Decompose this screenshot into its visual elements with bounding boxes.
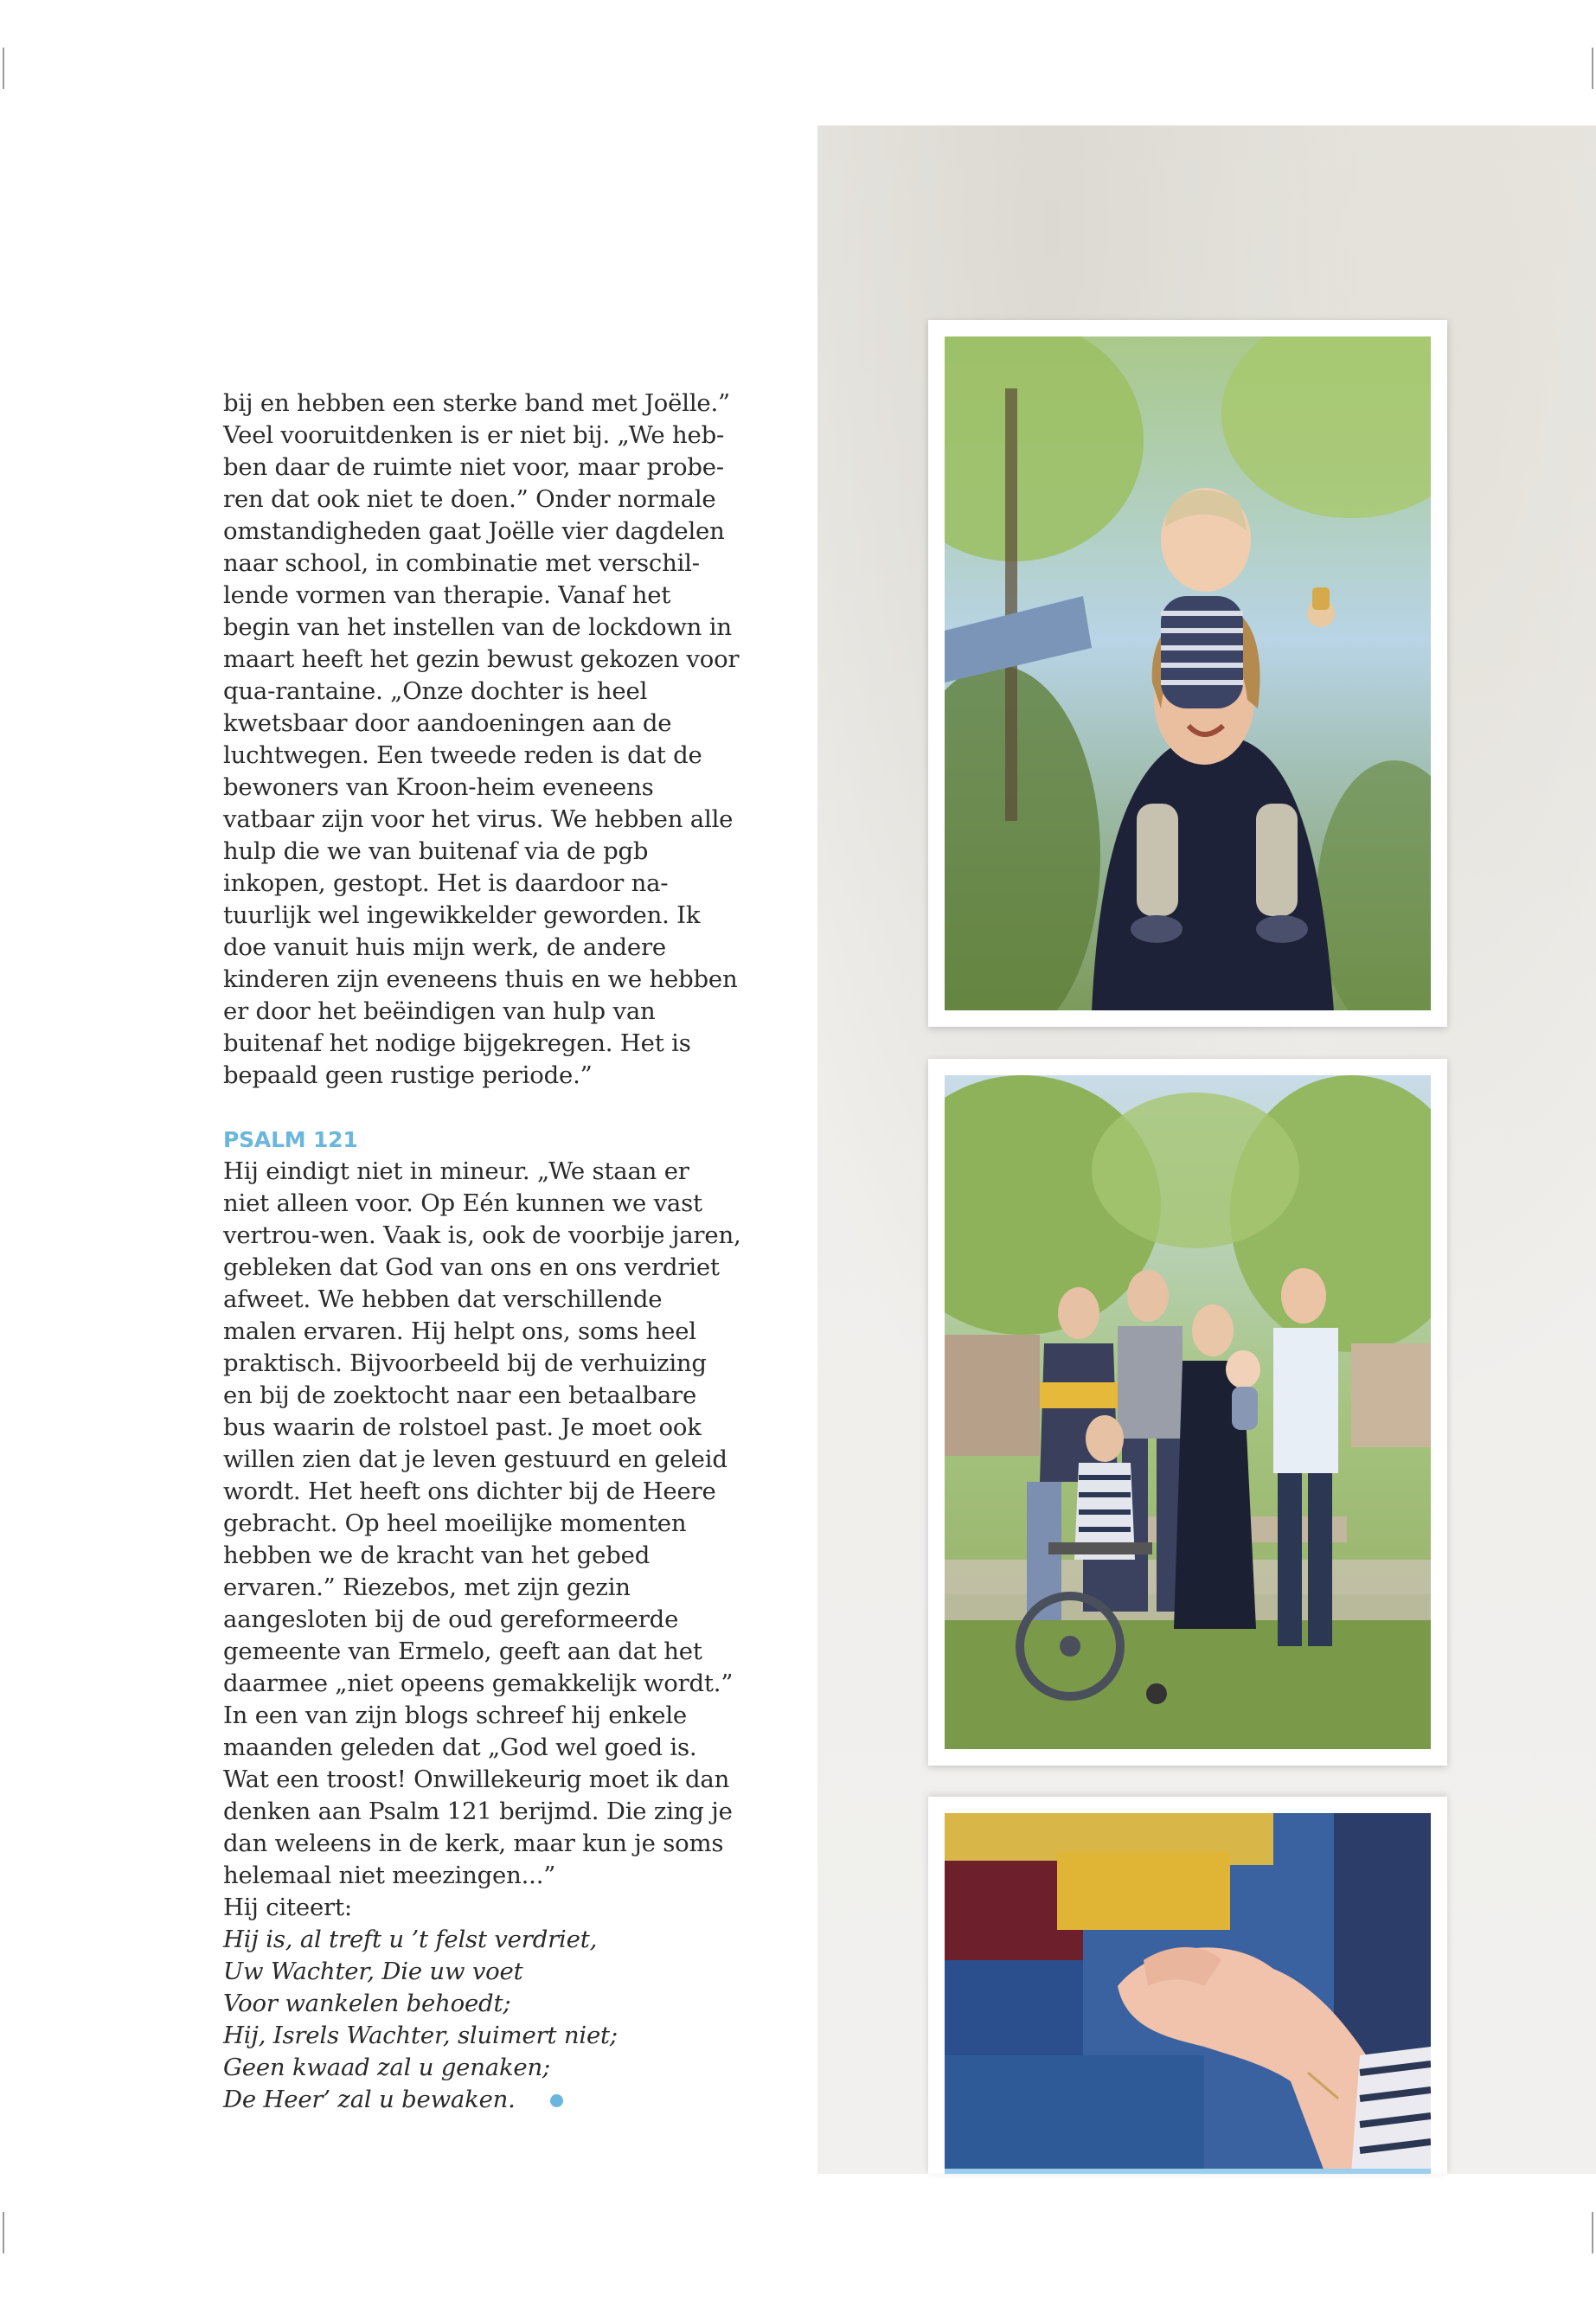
poem-line-text: De Heer’ zal u bewaken. [223,2086,516,2113]
photo-image [945,336,1431,1010]
poem-line: Uw Wachter, Die uw voet [223,1958,523,1985]
photo-mother-baby [928,320,1447,1027]
poem-line: Hij, Isrels Wachter, sluimert niet; [223,2022,618,2049]
section-heading: PSALM 121 [223,1127,358,1152]
article-column [223,388,742,2116]
photo-bottom-accent-bar [945,2169,1431,2174]
poem-line: Hij is, al treft u ’t felst verdriet, [223,1926,598,1953]
poem-line: Geen kwaad zal u genaken; [223,2054,551,2081]
photo-image [945,1075,1431,1749]
crop-mark-top-right [1592,48,1593,89]
crop-mark-bottom-right [1592,2212,1593,2253]
poem-line-last [223,2084,742,2116]
photo-image [945,1813,1431,2174]
crop-mark-bottom-left [3,2212,4,2253]
crop-mark-top-left [3,48,4,89]
photo-family-group-illustration [945,1075,1431,1749]
photo-holding-hands [928,1797,1447,2174]
article-paragraph-1: bij en hebben een sterke band met Joëlle.” Veel vooruitdenken is er niet bij. „We heb-ben daar de ruimte niet voor, maar probe-ren dat ook niet te doen.” Onder normale omstandigheden gaat Joëlle vier dagdelen naar school, in combinatie met verschil-lende vormen van therapie. Vanaf het begin van het instellen van de lockdown in maart heeft het gezin bewust gekozen voor qua-rantaine. „Onze dochter is heel kwetsbaar door aandoeningen aan de luchtwegen. Een tweede reden is dat de bewoners van Kroon-heim eveneens vatbaar zijn voor het virus. We hebben alle hulp die we van buitenaf via de pgb inkopen, gestopt. Het is daardoor na-tuurlijk wel ingewikkelder geworden. Ik doe vanuit huis mijn werk, de andere kinderen zijn eveneens thuis en we hebben er door het beëindigen van hulp van buitenaf het nodige bijgekregen. Het is bepaald geen rustige periode.” [223,389,740,1089]
poem-line: Voor wankelen behoedt; [223,1990,511,2017]
photo-mother-baby-illustration [945,336,1431,1010]
photo-holding-hands-illustration [945,1813,1431,2174]
photo-family-group [928,1059,1447,1766]
psalm-quote [223,1924,742,2116]
end-of-article-dot [550,2094,563,2107]
article-paragraph-2: Hij eindigt niet in mineur. „We staan er niet alleen voor. Op Eén kunnen we vast vertrou-wen. Vaak is, ook de voorbije jaren, gebleken dat God van ons en ons verdriet afweet. We hebben dat verschillende malen ervaren. Hij helpt ons, soms heel praktisch. Bijvoorbeeld bij de verhuizing en bij de zoektocht naar een betaalbare bus waarin de rolstoel past. Je moet ook willen zien dat je leven gestuurd en geleid wordt. Het heeft ons dichter bij de Heere gebracht. Op heel moeilijke momenten hebben we de kracht van het gebed ervaren.” Riezebos, met zijn gezin aangesloten bij de oud gereformeerde gemeente van Ermelo, geeft aan dat het daarmee „niet opeens gemakkelijk wordt.” In een van zijn blogs schreef hij enkele maanden geleden dat „God wel goed is. Wat een troost! Onwillekeurig moet ik dan denken aan Psalm 121 berijmd. Die zing je dan weleens in de kerk, maar kun je soms helemaal niet meezingen...” [223,1157,741,1889]
cite-intro: Hij citeert: [223,1894,352,1921]
